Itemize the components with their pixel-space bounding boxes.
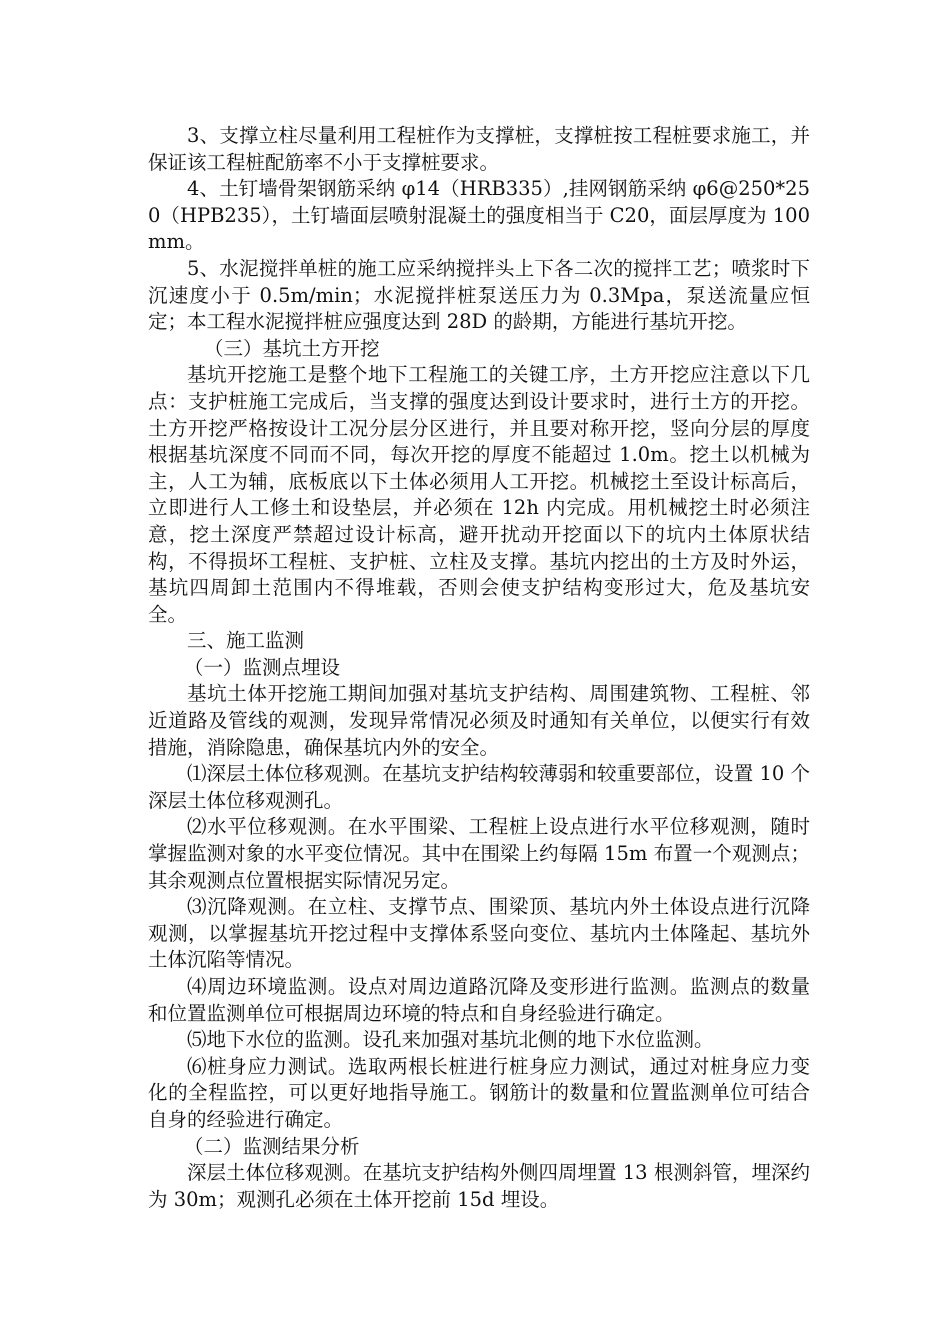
paragraph-support-columns: 3、支撑立柱尽量利用工程桩作为支撑桩，支撑桩按工程桩要求施工，并保证该工程桩配筋率不小于支撑桩要求。 [148,124,810,174]
paragraph-cement-mixing-pile: 5、水泥搅拌单桩的施工应采纳搅拌头上下各二次的搅拌工艺；喷浆时下沉速度小于 0.5m/min；水泥搅拌桩泵送压力为 0.3Mpa，泵送流量应恒定；本工程水泥搅拌桩应强度达到 28D 的龄期，方能进行基坑开挖。 [148,256,810,334]
paragraph-monitoring-intro: 基坑土体开挖施工期间加强对基坑支护结构、周围建筑物、工程桩、邻近道路及管线的观测，发现异常情况必须及时通知有关单位，以便实行有效措施，消除隐患，确保基坑内外的安全。 [148,682,810,759]
heading-results-analysis: （二）监测结果分析 [184,1134,360,1158]
document-page [148,123,810,1213]
paragraph-groundwater: ⑸地下水位的监测。设孔来加强对基坑北侧的地下水位监测。 [187,1028,714,1052]
heading-monitoring-points: （一）监测点埋设 [184,655,341,679]
paragraph-settlement: ⑶沉降观测。在立柱、支撑节点、围梁顶、基坑内外土体设点进行沉降观测，以掌握基坑开挖过程中支撑体系竖向变位、基坑内土体隆起、基坑外土体沉陷等情况。 [148,895,810,972]
paragraph-deep-soil-displacement: ⑴深层土体位移观测。在基坑支护结构较薄弱和较重要部位，设置 10 个深层土体位移观测孔。 [148,762,810,812]
paragraph-soil-nail-wall: 4、土钉墙骨架钢筋采纳 φ14（HRB335）,挂网钢筋采纳 φ6@250*250（HPB235），土钉墙面层喷射混凝土的强度相当于 C20，面层厚度为 100mm。 [148,177,810,254]
heading-construction-monitoring: 三、施工监测 [187,629,305,653]
paragraph-horizontal-displacement: ⑵水平位移观测。在水平围梁、工程桩上设点进行水平位移观测，随时掌握监测对象的水平变位情况。其中在围梁上约每隔 15m 布置一个观测点；其余观测点位置根据实际情况另定。 [148,815,810,892]
paragraph-inclinometer: 深层土体位移观测。在基坑支护结构外侧四周埋置 13 根测斜管，埋深约为 30m；观测孔必须在土体开挖前 15d 埋设。 [148,1161,810,1211]
paragraph-excavation: 基坑开挖施工是整个地下工程施工的关键工序，土方开挖应注意以下几点：支护桩施工完成后，当支撑的强度达到设计要求时，进行土方的开挖。土方开挖严格按设计工况分层分区进行，并且要对称开挖，竖向分层的厚度根据基坑深度不同而不同，每次开挖的厚度不能超过 1.0m。挖土以机械为主，人工为辅，底板底以下土体必须用人工开挖。机械挖土至设计标高后，立即进行人工修土和设垫层，并必须在 12h 内完成。用机械挖土时必须注意，挖土深度严禁超过设计标高，避开扰动开挖面以下的坑内土体原状结构，不得损坏工程桩、支护桩、立柱及支撑。基坑内挖出的土方及时外运，基坑四周卸土范围内不得堆载，否则会使支护结构变形过大，危及基坑安全。 [148,363,810,626]
paragraph-pile-stress: ⑹桩身应力测试。选取两根长桩进行桩身应力测试，通过对桩身应力变化的全程监控，可以更好地指导施工。钢筋计的数量和位置监测单位可结合自身的经验进行确定。 [148,1054,810,1131]
paragraph-environment-monitoring: ⑷周边环境监测。设点对周边道路沉降及变形进行监测。监测点的数量和位置监测单位可根据周边环境的特点和自身经验进行确定。 [148,975,810,1025]
heading-excavation: （三）基坑土方开挖 [204,336,380,360]
